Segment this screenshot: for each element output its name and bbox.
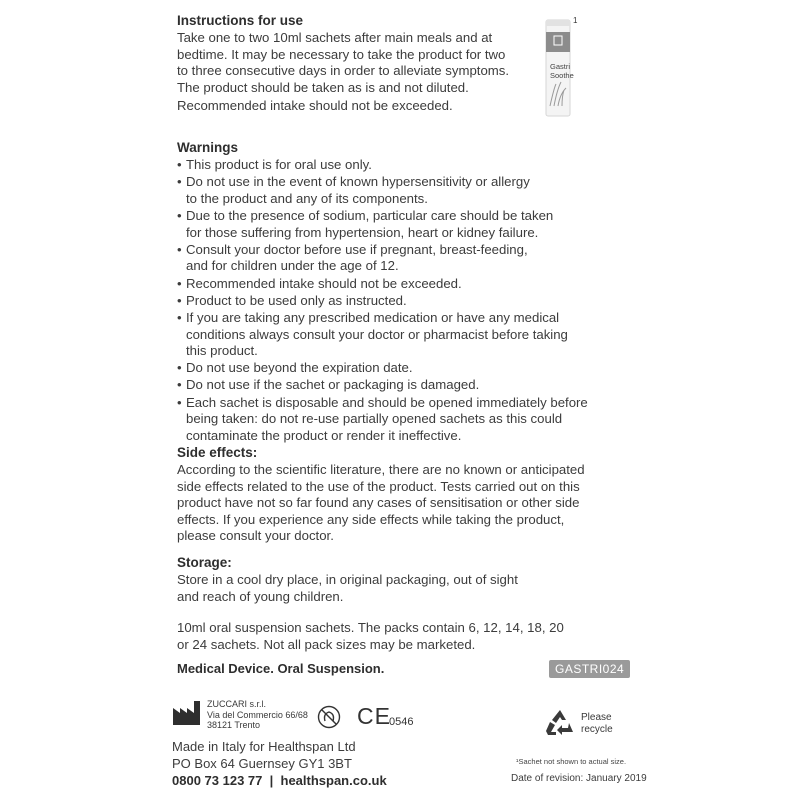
contact-line bbox=[172, 773, 387, 788]
warning-text: • Consult your doctor before use if pregnant, breast-feeding, bbox=[186, 241, 528, 257]
contact-separator: | bbox=[266, 773, 277, 788]
do-not-reuse-icon bbox=[317, 705, 341, 729]
warning-text: • Do not use beyond the expiration date. bbox=[186, 360, 413, 376]
instructions-line: The product should be taken as is and not diluted. bbox=[177, 79, 469, 95]
warning-item bbox=[177, 276, 588, 293]
distributor-line1: Made in Italy for Healthspan Ltd bbox=[172, 739, 356, 754]
sachet-size-note: ¹Sachet not shown to actual size. bbox=[516, 757, 627, 766]
storage-text bbox=[177, 572, 518, 605]
sachet-brand-line1: Gastri bbox=[550, 62, 571, 71]
warning-item bbox=[177, 174, 588, 207]
warning-item bbox=[177, 157, 588, 174]
website-link[interactable]: healthspan.co.uk bbox=[280, 773, 387, 788]
warnings-heading: Warnings bbox=[177, 140, 239, 155]
instructions-line: bedtime. It may be necessary to take the product for two bbox=[177, 46, 506, 62]
warning-text: to the product and any of its components. bbox=[186, 190, 428, 206]
pack-info-line: or 24 sachets. Not all pack sizes may be marketed. bbox=[177, 636, 476, 652]
phone-number: 0800 73 123 77 bbox=[172, 773, 263, 788]
product-code-badge: GASTRI024 bbox=[549, 660, 630, 678]
side-effects-line: please consult your doctor. bbox=[177, 528, 334, 544]
storage-line: Store in a cool dry place, in original packaging, out of sight bbox=[177, 572, 518, 587]
recycle-symbol bbox=[545, 708, 575, 741]
distributor-line2: PO Box 64 Guernsey GY1 3BT bbox=[172, 756, 352, 771]
sachet-footnote-marker: 1 bbox=[573, 16, 578, 25]
warning-text: • If you are taking any prescribed medication or have any medical bbox=[186, 309, 560, 325]
side-effects-line: effects. If you experience any side effects while taking the product, bbox=[177, 511, 565, 527]
pack-info-line: 10ml oral suspension sachets. The packs contain 6, 12, 14, 18, 20 bbox=[177, 620, 564, 635]
single-use-symbol bbox=[317, 705, 341, 734]
warnings-list bbox=[177, 157, 588, 445]
warning-text: being taken: do not re-use partially opened sachets as this could bbox=[186, 411, 563, 427]
warning-text: for those suffering from hypertension, heart or kidney failure. bbox=[186, 224, 539, 240]
warning-text: • Each sachet is disposable and should be opened immediately before bbox=[186, 394, 588, 410]
warning-item bbox=[177, 395, 588, 445]
warning-text: • Recommended intake should not be exceeded. bbox=[186, 275, 462, 291]
warning-text: • Do not use if the sachet or packaging is damaged. bbox=[186, 377, 480, 393]
revision-date: Date of revision: January 2019 bbox=[511, 773, 647, 784]
storage-heading: Storage: bbox=[177, 555, 232, 570]
side-effects-text bbox=[177, 462, 585, 545]
warning-text: • Product to be used only as instructed. bbox=[186, 292, 407, 308]
side-effects-heading: Side effects: bbox=[177, 445, 258, 460]
ce-mark: CE bbox=[357, 703, 391, 729]
notified-body-number: 0546 bbox=[389, 716, 414, 728]
warning-text: contaminate the product or render it ineffective. bbox=[186, 427, 462, 443]
sachet-brand-line2: Soothe bbox=[550, 71, 574, 80]
warning-item bbox=[177, 377, 588, 394]
manufacturer-icon bbox=[172, 700, 202, 731]
instructions-line: Take one to two 10ml sachets after main meals and at bbox=[177, 30, 493, 45]
recycle-label-line: recycle bbox=[581, 724, 613, 735]
warning-item bbox=[177, 293, 588, 310]
warning-item bbox=[177, 310, 588, 360]
recycle-label-line: Please bbox=[581, 712, 612, 723]
warning-text: • Do not use in the event of known hypersensitivity or allergy bbox=[186, 174, 530, 190]
side-effects-line: product have not so far found any cases of sensitisation or other side bbox=[177, 495, 580, 511]
warning-text: this product. bbox=[186, 343, 258, 359]
factory-icon bbox=[172, 700, 202, 726]
storage-line: and reach of young children. bbox=[177, 588, 344, 604]
warning-item bbox=[177, 242, 588, 275]
warning-text: • This product is for oral use only. bbox=[186, 157, 372, 172]
instructions-line: to three consecutive days in order to alleviate symptoms. bbox=[177, 63, 510, 79]
side-effects-line: According to the scientific literature, there are no known or anticipated bbox=[177, 462, 585, 477]
manufacturer-address-line: 38121 Trento bbox=[207, 720, 261, 730]
side-effects-line: side effects related to the use of the product. Tests carried out on this bbox=[177, 478, 580, 494]
instructions-heading: Instructions for use bbox=[177, 13, 304, 28]
warning-item bbox=[177, 208, 588, 241]
instructions-text bbox=[177, 30, 509, 96]
warning-text: • Due to the presence of sodium, particular care should be taken bbox=[186, 207, 554, 223]
manufacturer-address bbox=[207, 699, 308, 731]
warning-text: conditions always consult your doctor or pharmacist before taking bbox=[186, 326, 568, 342]
recycle-label bbox=[581, 712, 613, 736]
pack-info-text bbox=[177, 620, 564, 653]
intake-note: Recommended intake should not be exceeded. bbox=[177, 98, 453, 113]
manufacturer-name: ZUCCARI s.r.l. bbox=[207, 699, 267, 709]
recycle-icon bbox=[545, 708, 575, 736]
warning-text: and for children under the age of 12. bbox=[186, 258, 399, 274]
sachet-image bbox=[542, 18, 578, 118]
warning-item bbox=[177, 360, 588, 377]
manufacturer-address-line: Via del Commercio 66/68 bbox=[207, 709, 308, 720]
device-label: Medical Device. Oral Suspension. bbox=[177, 661, 385, 676]
